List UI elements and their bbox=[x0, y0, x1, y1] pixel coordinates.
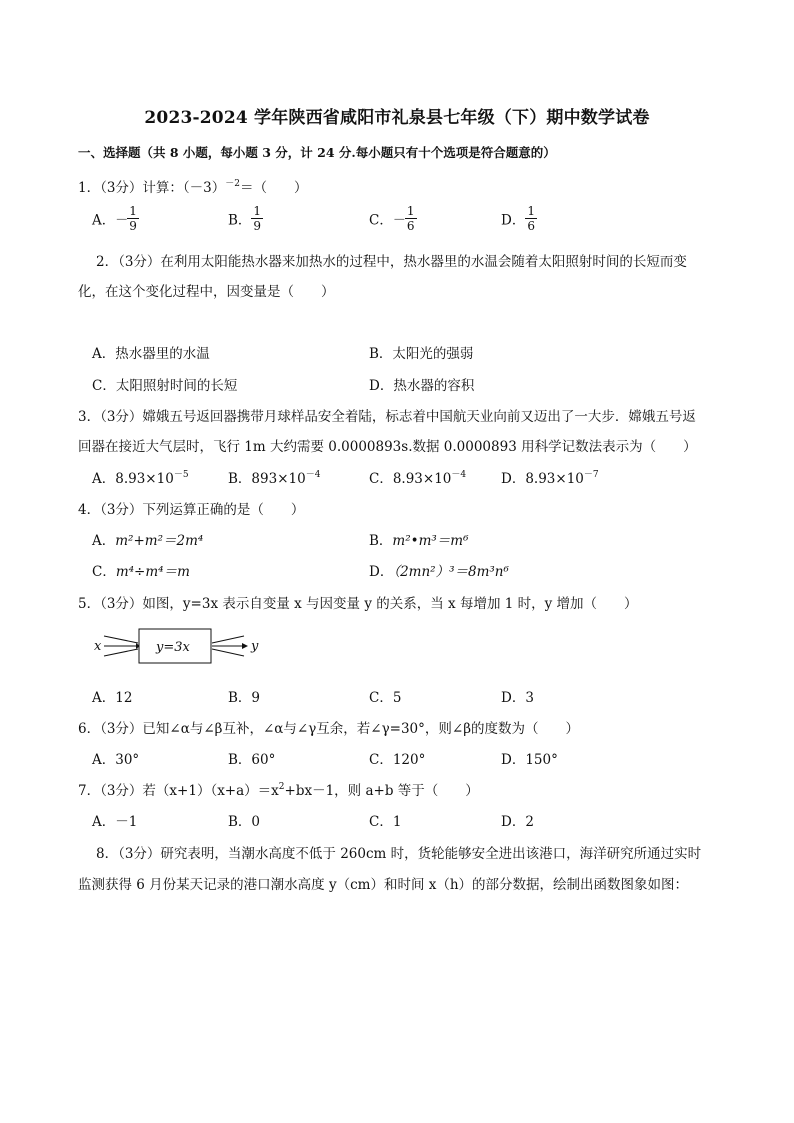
question-5-option-c: C．5 bbox=[369, 690, 402, 706]
question-5-stem: 5．（3分）如图，y=3x 表示自变量 x 与因变量 y 的关系，当 x 每增加 1 时，y 增加（ ） bbox=[78, 596, 638, 612]
question-1-option-c bbox=[369, 204, 417, 233]
numerator: 1 bbox=[527, 204, 535, 218]
denominator: 6 bbox=[406, 219, 415, 233]
question-6-option-a: A．30° bbox=[92, 752, 140, 768]
option-label: B． bbox=[228, 212, 252, 229]
question-7-stem-text: 7．（3分）若（x+1）（x+a）＝x bbox=[78, 783, 279, 799]
question-3-line-2: 回器在接近大气层时，飞行 1m 大约需要 0.0000893s.数据 0.0000893 用科学记数法表示为（ ） bbox=[78, 439, 697, 455]
question-6-option-d: D．150° bbox=[501, 752, 558, 768]
option-text: D．8.93×10 bbox=[501, 471, 584, 487]
section-heading: 一、选择题（共 8 小题，每小题 3 分，计 24 分.每小题只有十个选项是符合题意的） bbox=[78, 145, 556, 160]
question-7-stem bbox=[78, 779, 479, 799]
fraction bbox=[525, 204, 537, 233]
output-arrow-upper bbox=[212, 636, 244, 643]
question-4-option-c bbox=[92, 560, 190, 580]
question-5-option-d: D．3 bbox=[501, 690, 534, 706]
question-4-option-b bbox=[369, 529, 469, 549]
option-expression: m²•m³＝m⁶ bbox=[392, 533, 469, 549]
question-4-option-d bbox=[369, 560, 509, 580]
input-arrow-lower bbox=[104, 649, 138, 656]
option-label: A． bbox=[92, 212, 116, 229]
question-1-option-a bbox=[92, 204, 139, 233]
fraction bbox=[405, 204, 417, 233]
option-label: A． bbox=[92, 533, 116, 549]
option-expression: m²+m²＝2m⁴ bbox=[115, 533, 204, 549]
numerator: 1 bbox=[129, 204, 137, 218]
question-7-option-a: A．－1 bbox=[92, 814, 138, 830]
option-text: A．8.93×10 bbox=[92, 471, 174, 487]
question-7-exponent: 2 bbox=[278, 782, 285, 792]
question-1-stem bbox=[78, 176, 308, 196]
option-label: C． bbox=[92, 564, 116, 580]
question-2-option-b: B．太阳光的强弱 bbox=[369, 346, 474, 362]
negative-sign: － bbox=[392, 213, 406, 228]
question-6-stem: 6．（3分）已知∠α与∠β互补，∠α与∠γ互余，若∠γ=30°，则∠β的度数为（ ） bbox=[78, 721, 580, 737]
question-4-stem: 4．（3分）下列运算正确的是（ ） bbox=[78, 502, 305, 518]
question-5-option-a: A．12 bbox=[92, 690, 133, 706]
question-8-line-2: 监测获得 6 月份某天记录的港口潮水高度 y（cm）和时间 x（h）的部分数据，绘制出函数图象如图： bbox=[78, 877, 689, 893]
exam-title: 2023-2024 学年陕西省咸阳市礼泉县七年级（下）期中数学试卷 bbox=[144, 108, 650, 128]
option-label: D． bbox=[369, 564, 394, 580]
option-label: C． bbox=[369, 212, 393, 229]
question-2-option-d: D．热水器的容积 bbox=[369, 378, 475, 394]
question-1-option-d bbox=[501, 204, 537, 233]
denominator: 9 bbox=[129, 219, 137, 233]
denominator: 9 bbox=[253, 219, 262, 233]
output-arrow-lower bbox=[212, 649, 244, 656]
option-exponent: －4 bbox=[451, 470, 467, 480]
output-arrowhead bbox=[242, 643, 248, 649]
question-2-option-c: C．太阳照射时间的长短 bbox=[92, 378, 238, 394]
question-3-option-b bbox=[228, 467, 320, 487]
question-6-option-b: B．60° bbox=[228, 752, 276, 768]
question-2-line-2: 化，在这个变化过程中，因变量是（ ） bbox=[78, 284, 335, 300]
numerator: 1 bbox=[253, 204, 262, 218]
option-expression: m⁴÷m⁴＝m bbox=[115, 564, 190, 580]
option-exponent: －4 bbox=[305, 470, 321, 480]
question-1-option-b bbox=[228, 204, 263, 233]
question-3-option-a bbox=[92, 467, 189, 487]
option-exponent: －5 bbox=[173, 470, 189, 480]
option-expression: （2mn²）³＝8m³n⁶ bbox=[393, 564, 509, 580]
denominator: 6 bbox=[527, 219, 535, 233]
option-exponent: －7 bbox=[583, 470, 599, 480]
question-6-option-c: C．120° bbox=[369, 752, 426, 768]
question-7-option-c: C．1 bbox=[369, 814, 402, 830]
question-2-option-a: A．热水器里的水温 bbox=[92, 346, 210, 362]
question-1-exponent: －2 bbox=[225, 179, 241, 189]
function-box-label: y=3x bbox=[156, 640, 190, 655]
question-8-line-1: 8．（3分）研究表明，当潮水高度不低于 260cm 时，货轮能够安全进出该港口，海洋研究所通过实时 bbox=[96, 846, 702, 862]
question-3-option-d bbox=[501, 467, 599, 487]
question-7-stem-end: +bx－1，则 a+b 等于（ ） bbox=[284, 783, 479, 799]
question-3-line-1: 3．（3分）嫦娥五号返回器携带月球样品安全着陆，标志着中国航天业向前又迈出了一大步．嫦娥五号返 bbox=[78, 409, 696, 425]
diagram-output-label: y bbox=[251, 639, 259, 654]
question-7-option-d: D．2 bbox=[501, 814, 534, 830]
input-arrow-upper bbox=[104, 636, 138, 643]
question-7-option-b: B．0 bbox=[228, 814, 261, 830]
fraction bbox=[251, 204, 263, 233]
function-machine-diagram bbox=[92, 625, 272, 667]
option-text: C．8.93×10 bbox=[369, 471, 452, 487]
question-5-option-b: B．9 bbox=[228, 690, 261, 706]
fraction bbox=[127, 204, 139, 233]
question-4-option-a bbox=[92, 529, 203, 549]
numerator: 1 bbox=[406, 204, 415, 218]
question-1-stem-end: ＝（ ） bbox=[240, 180, 308, 196]
option-text: B．893×10 bbox=[228, 471, 306, 487]
question-2-line-1: 2．（3分）在利用太阳能热水器来加热水的过程中，热水器里的水温会随着太阳照射时间的长短而变 bbox=[96, 254, 687, 270]
option-label: D． bbox=[501, 212, 526, 229]
diagram-input-label: x bbox=[94, 639, 102, 654]
question-3-option-c bbox=[369, 467, 466, 487]
option-label: B． bbox=[369, 533, 393, 549]
negative-sign: － bbox=[115, 213, 129, 228]
question-1-stem-text: 1．（3分）计算：（－3） bbox=[78, 180, 226, 196]
